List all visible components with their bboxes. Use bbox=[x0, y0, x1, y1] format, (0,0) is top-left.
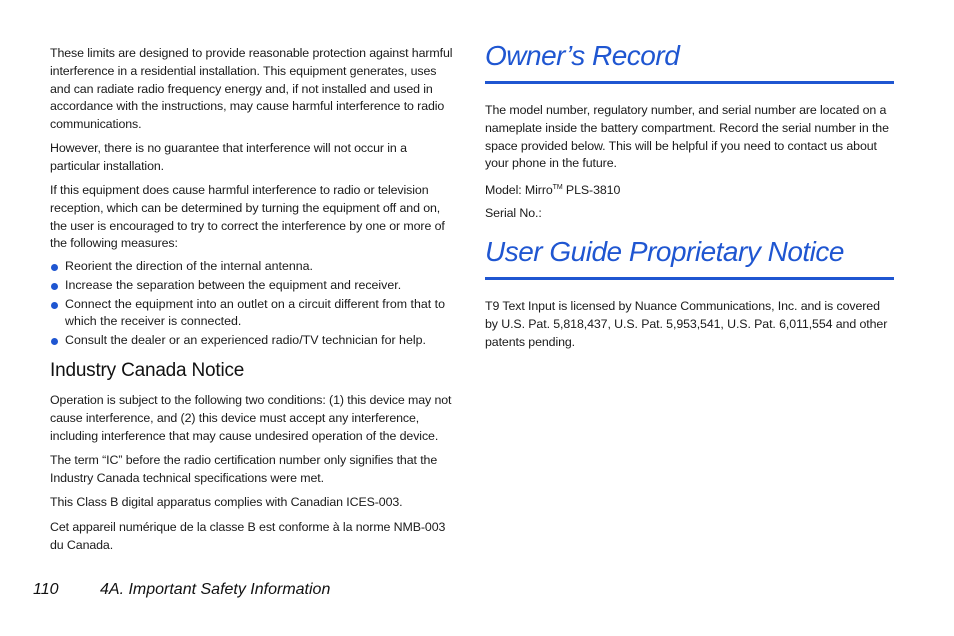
list-item-text: Increase the separation between the equipment and receiver. bbox=[65, 278, 402, 292]
measures-list bbox=[50, 258, 458, 351]
list-item bbox=[50, 296, 458, 329]
model-line bbox=[485, 179, 895, 200]
paragraph-model-info: The model number, regulatory number, and serial number are located on a nameplate inside the battery compartment. Record the serial number in the space provided below. This will be helpful if you need to contact us about your phone in the future. bbox=[485, 103, 889, 171]
heading-rule bbox=[485, 81, 894, 84]
heading-rule bbox=[485, 277, 894, 280]
serial-line: Serial No.: bbox=[485, 206, 542, 220]
paragraph-class-b: This Class B digital apparatus complies with Canadian ICES-003. bbox=[50, 495, 403, 509]
paragraph-french: Cet appareil numérique de la classe B est conforme à la norme NMB-003 du Canada. bbox=[50, 520, 446, 552]
section-title-industry-canada: Industry Canada Notice bbox=[50, 360, 245, 381]
list-item-text: Consult the dealer or an experienced radio/TV technician for help. bbox=[65, 332, 426, 347]
footer-section-title: 4A. Important Safety Information bbox=[100, 581, 331, 598]
paragraph-no-guarantee: However, there is no guarantee that interference will not occur in a particular installation. bbox=[50, 141, 407, 173]
list-item bbox=[50, 258, 458, 275]
bullet-icon bbox=[51, 302, 58, 309]
trademark-mark: TM bbox=[552, 184, 563, 191]
bullet-icon bbox=[51, 338, 58, 345]
bullet-icon bbox=[51, 283, 58, 290]
paragraph-conditions: Operation is subject to the following two conditions: (1) this device may not cause interference, and (2) this device must accept any interference, including interference that may cause undesired operation of the device. bbox=[50, 393, 452, 443]
paragraph-t9: T9 Text Input is licensed by Nuance Communications, Inc. and is covered by U.S. Pat. 5,818,437, U.S. Pat. 5,953,541, U.S. Pat. 6,011,554 and other patents pending. bbox=[485, 299, 888, 349]
list-item bbox=[50, 277, 458, 294]
page-number: 110 bbox=[33, 581, 59, 598]
model-label: Model: Mirro bbox=[485, 183, 553, 197]
paragraph-interference: If this equipment does cause harmful interference to radio or television reception, which can be determined by turning the equipment off and on, the user is encouraged to try to correct the interference by one or more of the following measures: bbox=[50, 183, 445, 251]
paragraph-ic-term: The term “IC” before the radio certification number only signifies that the Industry Canada technical specifications were met. bbox=[50, 453, 438, 485]
heading-owners-record: Owner’s Record bbox=[485, 40, 680, 71]
list-item-text: Reorient the direction of the internal antenna. bbox=[65, 259, 313, 273]
list-item bbox=[50, 332, 458, 349]
model-number: PLS-3810 bbox=[562, 183, 621, 197]
bullet-icon bbox=[51, 264, 58, 271]
list-item-text: Connect the equipment into an outlet on a circuit different from that to which the receiver is connected. bbox=[65, 297, 445, 328]
paragraph-limits: These limits are designed to provide reasonable protection against harmful interference in a residential installation. This equipment generates, uses and can radiate radio frequency energy and, if not installed and used in accordance with the instructions, may cause harmful interference to radio communications. bbox=[50, 46, 453, 132]
heading-proprietary-notice: User Guide Proprietary Notice bbox=[485, 236, 844, 267]
